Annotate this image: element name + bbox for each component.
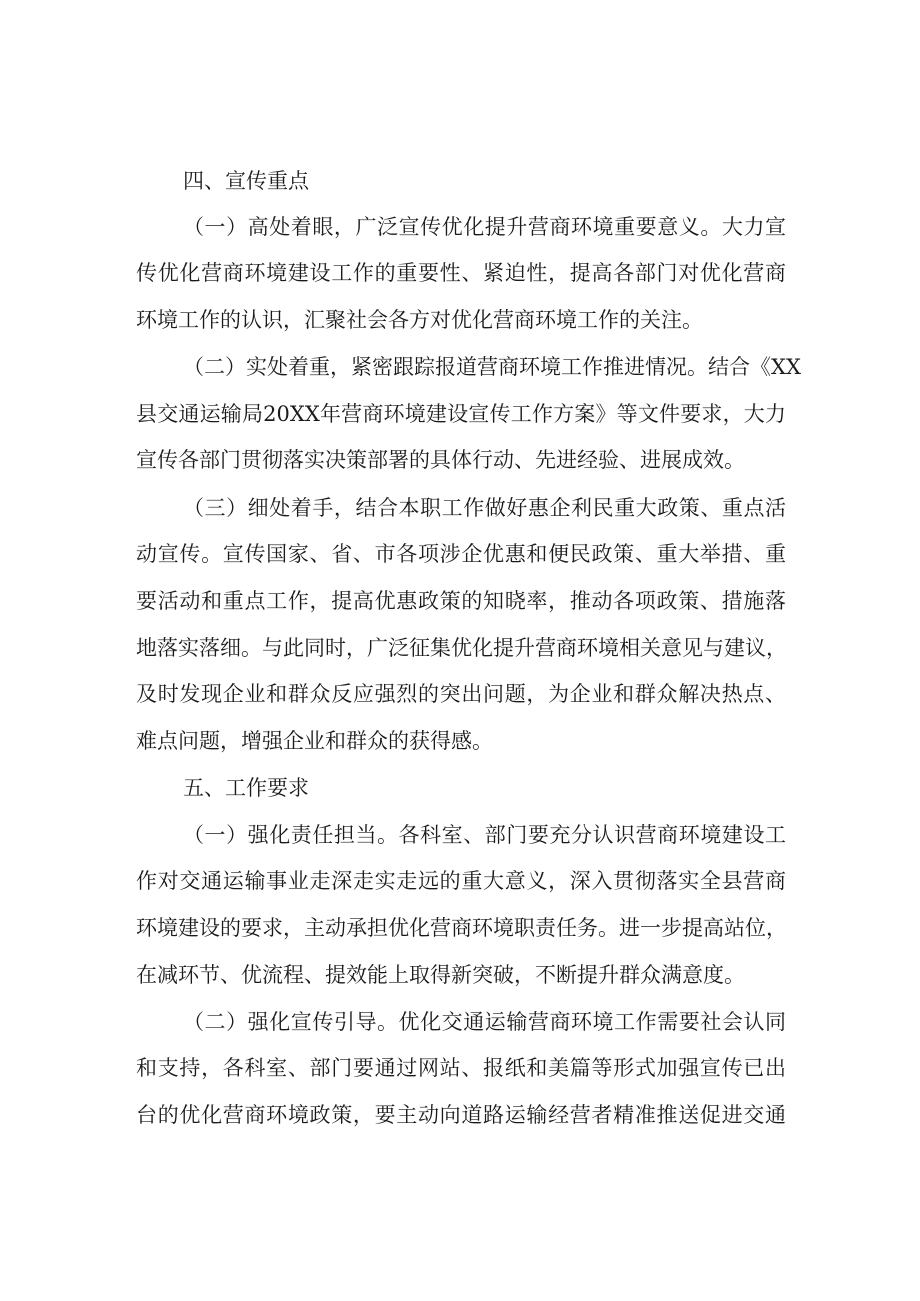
paragraph-line: 作对交通运输事业走深走实走远的重大意义，深入贯彻落实全县营商	[136, 869, 786, 893]
paragraph-line: （一）高处着眼，广泛宣传优化提升营商环境重要意义。大力宣	[183, 215, 786, 239]
paragraph-line: 传优化营商环境建设工作的重要性、紧迫性，提高各部门对优化营商	[136, 261, 786, 285]
paragraph-line: 及时发现企业和群众反应强烈的突出问题，为企业和群众解决热点、	[136, 682, 786, 706]
paragraph-line: 县交通运输局20XX年营商环境建设宣传工作方案》等文件要求，大力	[136, 402, 786, 426]
paragraph-line: 宣传各部门贯彻落实决策部署的具体行动、先进经验、进展成效。	[136, 448, 745, 472]
paragraph-line: （二）强化宣传引导。优化交通运输营商环境工作需要社会认同	[183, 1010, 786, 1034]
section-heading-four: 四、宣传重点	[183, 169, 309, 193]
paragraph-line: （一）强化责任担当。各科室、部门要充分认识营商环境建设工	[183, 823, 786, 847]
section-heading-five: 五、工作要求	[183, 776, 309, 800]
paragraph-line: 在减环节、优流程、提效能上取得新突破，不断提升群众满意度。	[136, 963, 745, 987]
paragraph-line: （三）细处着手，结合本职工作做好惠企利民重大政策、重点活	[183, 496, 786, 520]
paragraph-line: 地落实落细。与此同时，广泛征集优化提升营商环境相关意见与建议，	[136, 636, 787, 660]
paragraph-line: 和支持，各科室、部门要通过网站、报纸和美篇等形式加强宣传已出	[136, 1056, 786, 1080]
paragraph-line: 难点问题，增强企业和群众的获得感。	[136, 729, 493, 753]
paragraph-line: （二）实处着重，紧密跟踪报道营商环境工作推进情况。结合《XX	[183, 355, 801, 379]
paragraph-line: 环境建设的要求，主动承担优化营商环境职责任务。进一步提高站位，	[136, 916, 787, 940]
paragraph-line: 动宣传。宣传国家、省、市各项涉企优惠和便民政策、重大举措、重	[136, 542, 786, 566]
paragraph-line: 台的优化营商环境政策，要主动向道路运输经营者精准推送促进交通	[136, 1103, 786, 1127]
paragraph-line: 环境工作的认识，汇聚社会各方对优化营商环境工作的关注。	[136, 308, 703, 332]
paragraph-line: 要活动和重点工作，提高优惠政策的知晓率，推动各项政策、措施落	[136, 589, 786, 613]
